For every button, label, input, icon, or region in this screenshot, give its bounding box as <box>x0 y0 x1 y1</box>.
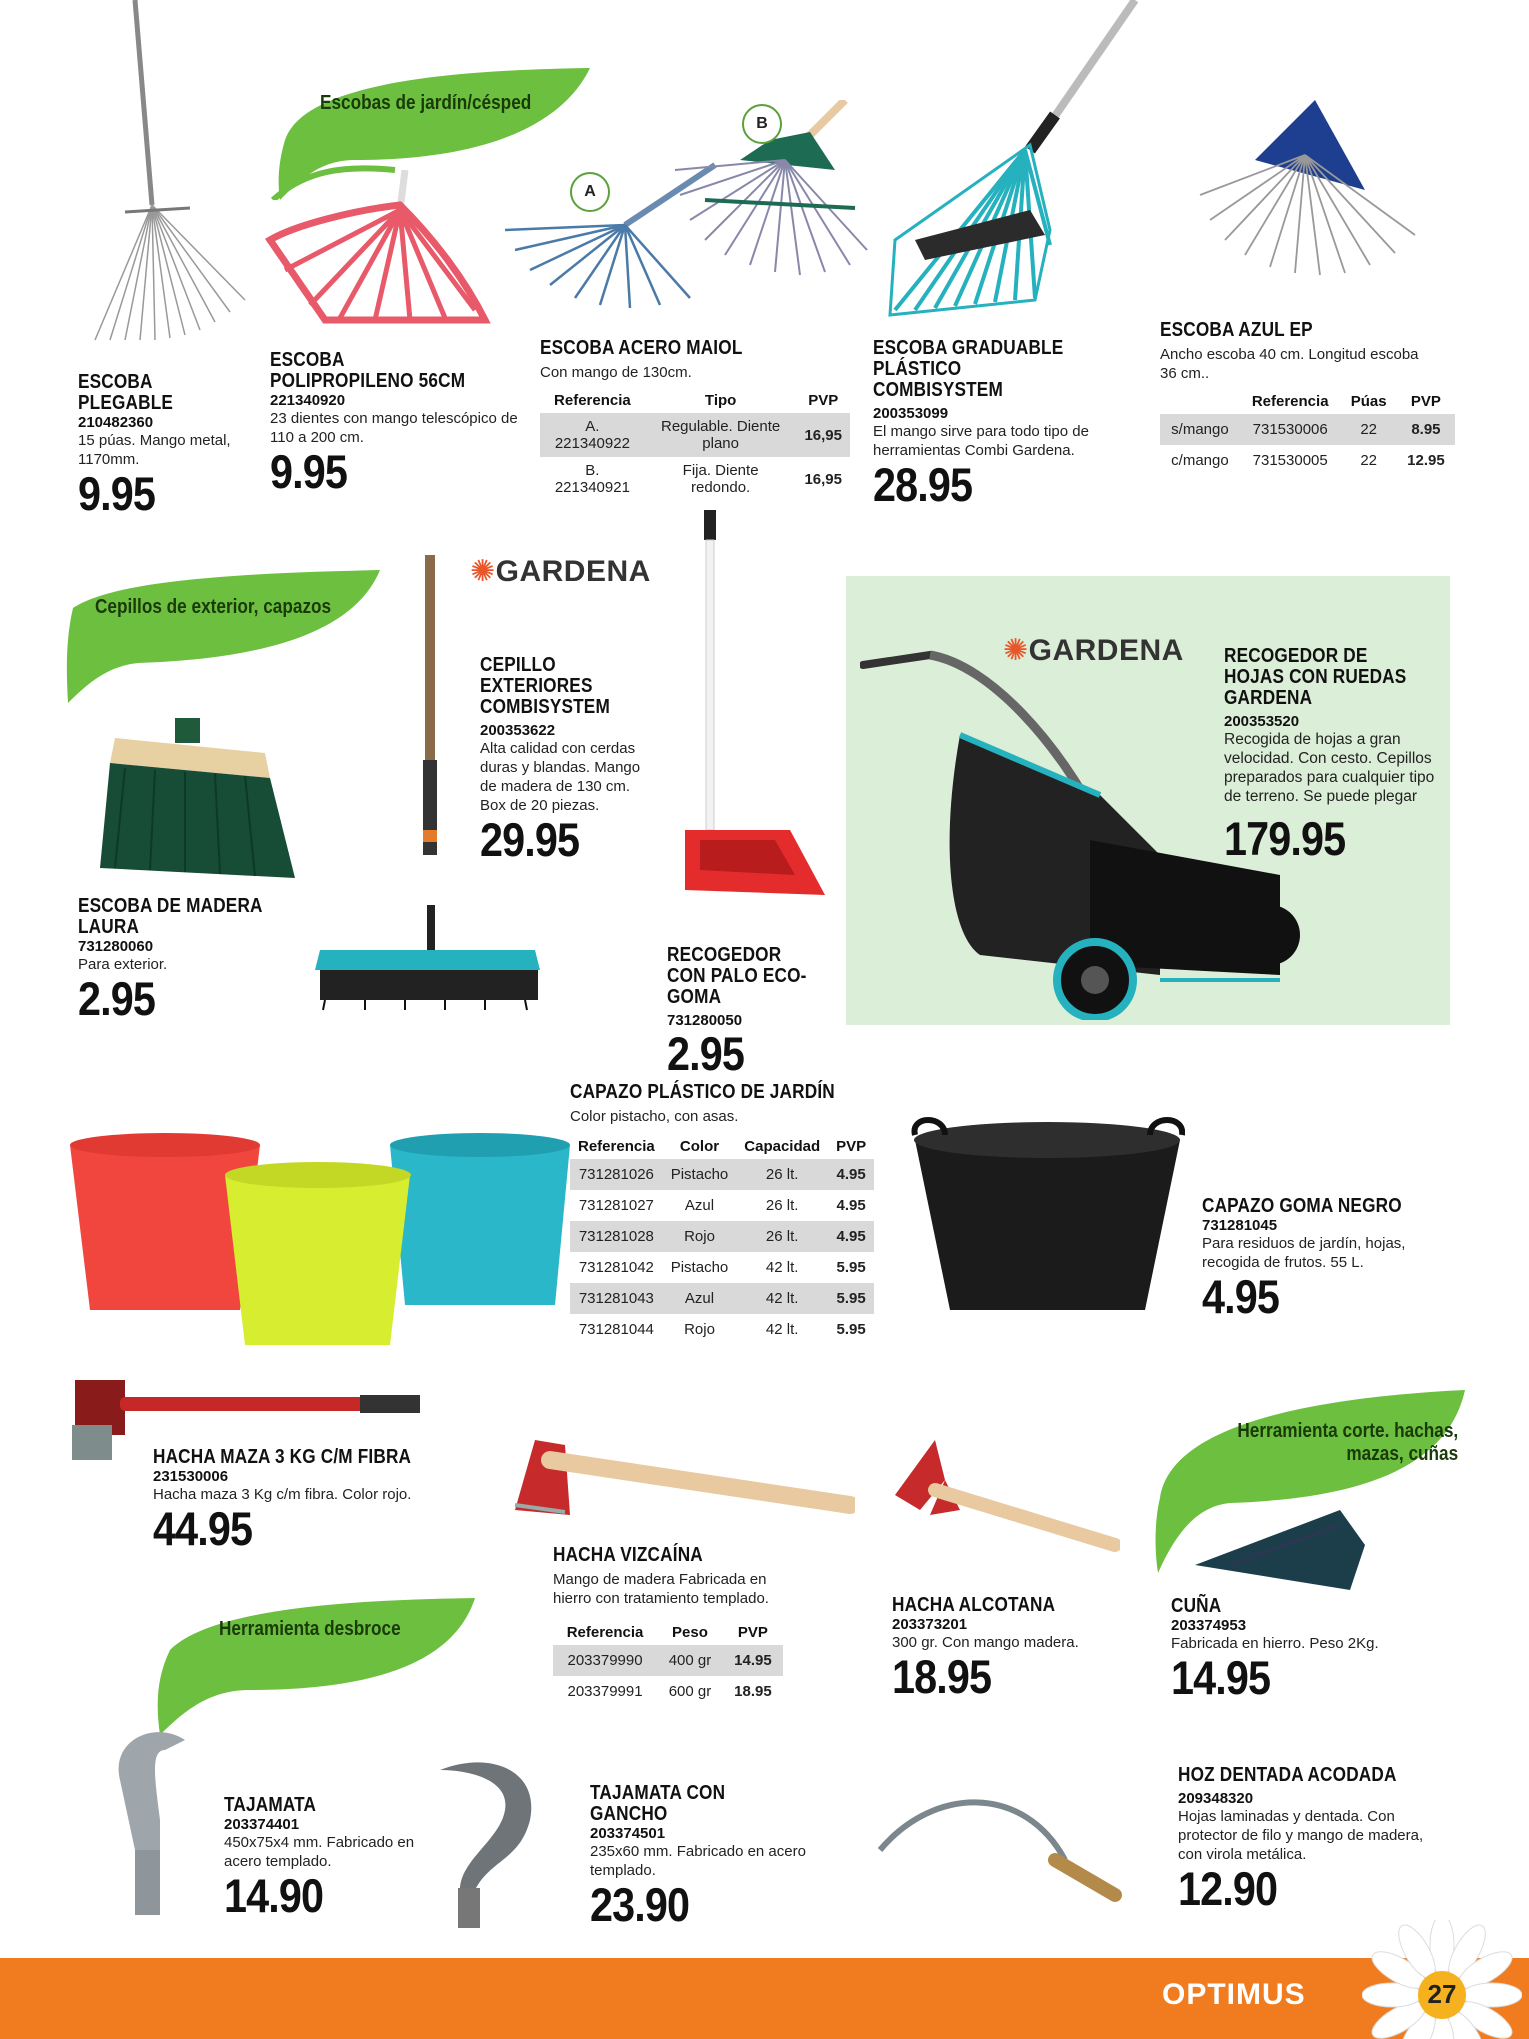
product-price: 9.95 <box>270 445 347 498</box>
section-label-escobas: Escobas de jardín/césped <box>320 92 532 114</box>
product-escoba-laura <box>78 896 358 1024</box>
product-table: Referencia Tipo PVP A. 221340922 Regulable. Diente plano 16,95 B. 221340921 Fija. Diente redondo. 16,95 <box>540 388 850 501</box>
product-price: 9.95 <box>78 467 155 520</box>
product-desc: Hojas laminadas y dentada. Con protector de filo y mango de madera, con virola metálica. <box>1178 1808 1424 1863</box>
product-price: 179.95 <box>1224 812 1346 865</box>
product-ref: 200353520 <box>1224 713 1300 730</box>
product-capazo-goma <box>1202 1196 1442 1322</box>
rake-steel-image <box>505 100 885 330</box>
product-title: HACHA ALCOTANA <box>892 1594 1056 1616</box>
product-escoba-polipropileno <box>270 350 520 497</box>
product-title: ESCOBA AZUL EP <box>1160 319 1313 341</box>
rake-folding-image <box>90 0 250 345</box>
product-title: HACHA MAZA 3 KG C/M FIBRA <box>153 1446 412 1468</box>
gardena-logo: ✺GARDENA <box>470 555 651 588</box>
product-title: ESCOBA DE MADERA LAURA <box>78 895 262 938</box>
product-table: Referencia Color Capacidad PVP 731281026 Pistacho 26 lt. 4.95 731281027 Azul 26 lt. 4.95 731281028 Rojo 26 lt. 4.95 731281042 Pistacho 42 lt. 5.95 731281043 Azul 42 lt. 5.95 731281044 Rojo 42 lt. 5.95 <box>570 1134 874 1345</box>
product-title: ESCOBA GRADUABLE PLÁSTICO COMBISYSTEM <box>873 337 1064 401</box>
section-label-desbroce: Herramienta desbroce <box>219 1618 401 1640</box>
product-price: 2.95 <box>667 1027 744 1080</box>
product-escoba-plegable <box>78 372 268 519</box>
bucket-rubber-image <box>910 1115 1185 1320</box>
product-desc: 15 púas. Mango metal, 1170mm. <box>78 432 231 468</box>
product-ref: 200353622 <box>480 722 556 739</box>
billhook-hook-image <box>430 1750 550 1930</box>
product-ref: 200353099 <box>873 405 949 422</box>
buckets-plastic-image <box>60 1130 575 1350</box>
wedge-image <box>1190 1505 1370 1600</box>
rake-blue-image <box>1195 95 1420 280</box>
axe-vizcaina-image <box>510 1410 855 1530</box>
product-recogedor-hojas <box>1224 646 1446 864</box>
rake-combisystem-image <box>885 0 1145 320</box>
product-hoz <box>1178 1765 1438 1914</box>
footer-brand: OPTIMUS <box>1162 1978 1306 2011</box>
product-title: HACHA VIZCAÍNA <box>553 1544 703 1566</box>
product-desc: 235x60 mm. Fabricado en acero templado. <box>590 1843 806 1879</box>
product-hacha-maza <box>153 1447 473 1554</box>
axe-alcotana-image <box>890 1435 1120 1560</box>
product-capazo-plastico <box>570 1082 890 1345</box>
product-escoba-graduable <box>873 338 1123 510</box>
section-label-cepillos: Cepillos de exterior, capazos <box>95 596 332 618</box>
product-desc: 450x75x4 mm. Fabricado en acero templado. <box>224 1834 415 1870</box>
product-price: 28.95 <box>873 458 973 511</box>
product-price: 2.95 <box>78 972 155 1025</box>
product-desc: Hacha maza 3 Kg c/m fibra. Color rojo. <box>153 1486 412 1503</box>
product-recogedor-palo <box>667 945 857 1079</box>
rake-pink-image <box>265 170 495 335</box>
product-desc: Color pistacho, con asas. <box>570 1108 739 1125</box>
product-table: Referencia Peso PVP 203379990 400 gr 14.95 203379991 600 gr 18.95 <box>553 1620 783 1707</box>
section-leaf-desbroce <box>140 1590 480 1740</box>
product-tajamata <box>224 1795 434 1921</box>
product-ref: 231530006 <box>153 1468 229 1485</box>
section-label-corte: Herramienta corte. hachas, mazas, cuñas <box>1237 1420 1459 1465</box>
product-desc: Para exterior. <box>78 956 168 973</box>
product-title: CUÑA <box>1171 1595 1222 1617</box>
badge-a: A <box>570 172 610 212</box>
product-desc: 300 gr. Con mango madera. <box>892 1634 1079 1651</box>
gardena-logo-featured: ✺GARDENA <box>1003 634 1184 667</box>
product-desc: Ancho escoba 40 cm. Longitud escoba 36 cm.. <box>1160 346 1419 382</box>
product-title: ESCOBA POLIPROPILENO 56CM <box>270 349 466 392</box>
product-cuna <box>1171 1596 1411 1703</box>
product-cepillo-combisystem <box>480 655 650 865</box>
product-title: ESCOBA ACERO MAIOL <box>540 337 743 359</box>
product-desc: 23 dientes con mango telescópico de 110 a 200 cm. <box>270 410 518 446</box>
product-title: RECOGEDOR DE HOJAS CON RUEDAS GARDENA <box>1224 645 1407 709</box>
product-title: TAJAMATA CON GANCHO <box>590 1782 726 1825</box>
product-price: 23.90 <box>590 1878 690 1931</box>
sickle-image <box>875 1780 1125 1905</box>
product-ref: 731281045 <box>1202 1217 1278 1234</box>
product-title: ESCOBA PLEGABLE <box>78 371 174 414</box>
product-escoba-maiol <box>540 338 860 501</box>
product-ref: 210482360 <box>78 414 154 431</box>
product-title: CEPILLO EXTERIORES COMBISYSTEM <box>480 654 610 718</box>
product-title: CAPAZO GOMA NEGRO <box>1202 1195 1402 1217</box>
product-title: CAPAZO PLÁSTICO DE JARDÍN <box>570 1081 835 1103</box>
product-price: 18.95 <box>892 1650 992 1703</box>
product-hacha-vizcaina <box>553 1545 823 1707</box>
gardena-flower-icon: ✺ <box>470 555 496 588</box>
product-hacha-alcotana <box>892 1595 1112 1702</box>
billhook-image <box>105 1720 195 1920</box>
product-desc: Mango de madera Fabricada en hierro con tratamiento templado. <box>553 1571 769 1607</box>
product-ref: 209348320 <box>1178 1790 1254 1807</box>
product-title: TAJAMATA <box>224 1794 317 1816</box>
product-desc: Recogida de hojas a gran velocidad. Con cesto. Cepillos preparados para cualquier tipo de terreno. Se puede plegar <box>1224 731 1435 805</box>
gardena-flower-icon: ✺ <box>1003 634 1029 667</box>
product-desc: Fabricada en hierro. Peso 2Kg. <box>1171 1635 1379 1652</box>
product-price: 14.95 <box>1171 1651 1271 1704</box>
product-ref: 731280050 <box>667 1012 743 1029</box>
product-ref: 731280060 <box>78 938 154 955</box>
product-escoba-azul <box>1160 320 1460 476</box>
dustpan-image <box>680 510 830 895</box>
product-ref: 221340920 <box>270 392 346 409</box>
product-ref: 203374501 <box>590 1825 666 1842</box>
broom-wood-image <box>95 718 300 883</box>
badge-b: B <box>742 104 782 144</box>
product-title: RECOGEDOR CON PALO ECO-GOMA <box>667 944 807 1008</box>
product-desc: Para residuos de jardín, hojas, recogida de frutos. 55 L. <box>1202 1235 1406 1271</box>
product-desc: Alta calidad con cerdas duras y blandas. Mango de madera de 130 cm. Box de 20 piezas. <box>480 740 641 814</box>
product-ref: 203374401 <box>224 1816 300 1833</box>
product-price: 44.95 <box>153 1502 253 1555</box>
product-desc: Con mango de 130cm. <box>540 364 692 381</box>
product-price: 14.90 <box>224 1869 324 1922</box>
product-title: HOZ DENTADA ACODADA <box>1178 1764 1397 1786</box>
page-number: 27 <box>1427 1979 1457 2009</box>
product-table: Referencia Púas PVP s/mango 731530006 22 8.95 c/mango 731530005 22 12.95 <box>1160 389 1455 476</box>
product-tajamata-gancho <box>590 1783 830 1930</box>
product-price: 29.95 <box>480 813 580 866</box>
product-ref: 203374953 <box>1171 1617 1247 1634</box>
product-desc: El mango sirve para todo tipo de herramientas Combi Gardena. <box>873 423 1089 459</box>
product-ref: 203373201 <box>892 1616 968 1633</box>
product-price: 4.95 <box>1202 1270 1279 1323</box>
product-price: 12.90 <box>1178 1862 1278 1915</box>
